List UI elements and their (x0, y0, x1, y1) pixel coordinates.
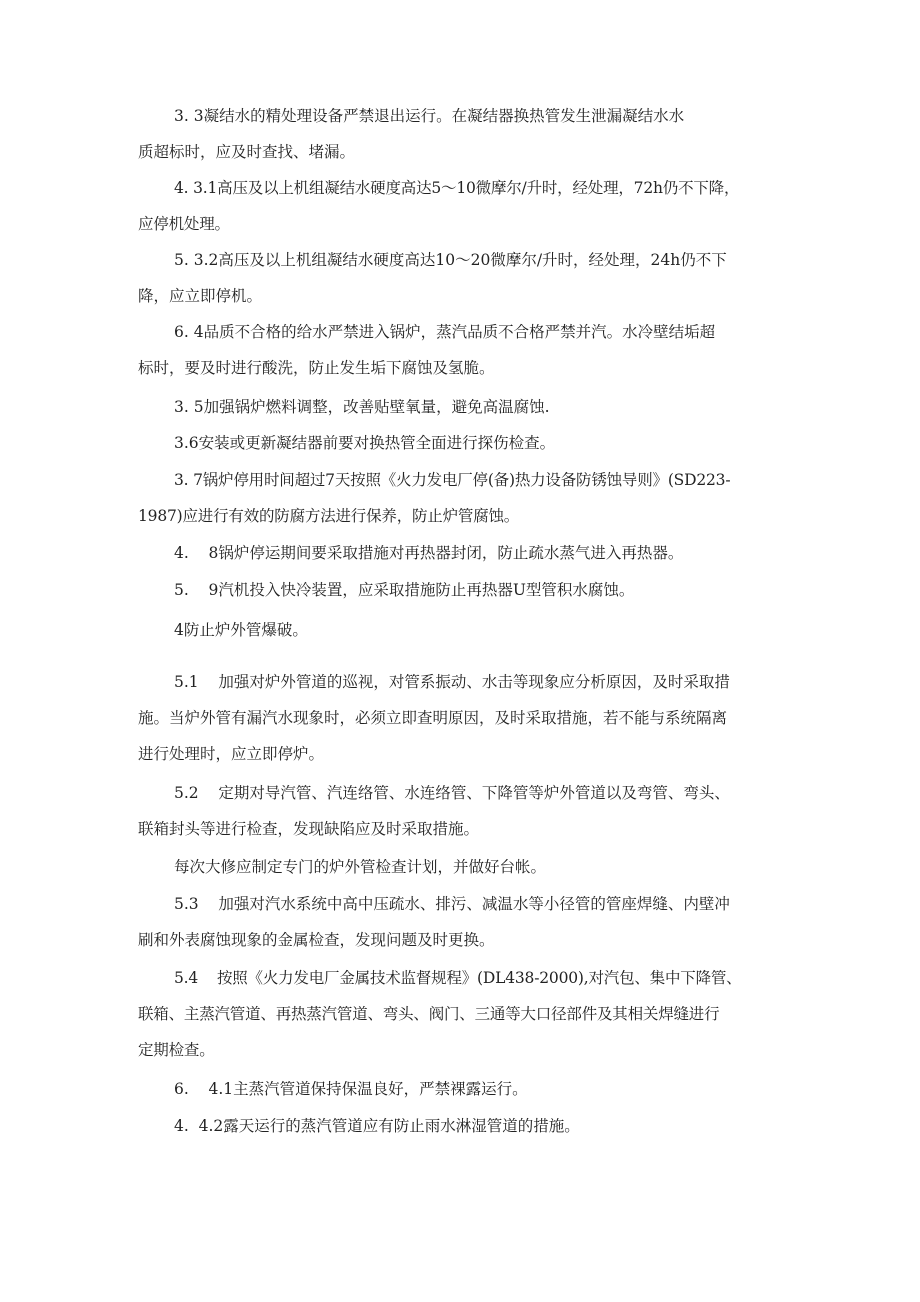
text-line: 5. 3.2高压及以上机组凝结水硬度高达10～20微摩尔/升时，经处理，24h仍不下 (174, 251, 727, 269)
text-line: 4. 4.2露天运行的蒸汽管道应有防止雨水淋湿管道的措施。 (174, 1117, 580, 1135)
text-line: 每次大修应制定专门的炉外管检查计划，并做好台帐。 (174, 858, 547, 876)
text-line: 3. 3凝结水的精处理设备严禁退出运行。在凝结器换热管发生泄漏凝结水水 (174, 107, 685, 125)
paragraph-5-4 (138, 960, 786, 1068)
text-line: 应停机处理。 (138, 215, 230, 233)
text-line: 降，应立即停机。 (138, 287, 263, 305)
paragraph-overhaul-plan (138, 849, 786, 885)
text-line: 3. 5加强锅炉燃料调整，改善贴壁氧量，避免高温腐蚀. (174, 398, 550, 416)
paragraph-3-8 (138, 535, 786, 571)
text-line: 6. 4品质不合格的给水严禁进入锅炉，蒸汽品质不合格严禁并汽。水冷壁结垢超 (174, 323, 716, 341)
text-line: 质超标时，应及时查找、堵漏。 (138, 143, 356, 161)
paragraph-3-7 (138, 462, 786, 534)
section-heading-4 (138, 612, 786, 648)
paragraph-4-2 (138, 1108, 786, 1144)
paragraph-5-1 (138, 664, 786, 772)
paragraph-3-9 (138, 572, 786, 608)
text-line: 5. 9汽机投入快冷装置，应采取措施防止再热器U型管积水腐蚀。 (174, 581, 635, 599)
paragraph-4-1 (138, 1071, 786, 1107)
text-line: 联箱封头等进行检查，发现缺陷应及时采取措施。 (138, 820, 480, 838)
text-line: 1987)应进行有效的防腐方法进行保养，防止炉管腐蚀。 (138, 507, 520, 525)
text-line: 5.4 按照《火力发电厂金属技术监督规程》(DL438-2000),对汽包、集中下降管、 (174, 969, 742, 987)
text-line: 5.3 加强对汽水系统中高中压疏水、排污、减温水等小径管的管座焊缝、内壁冲 (174, 895, 730, 913)
text-line: 3. 7锅炉停用时间超过7天按照《火力发电厂停(备)热力设备防锈蚀导则》(SD223- (174, 471, 731, 489)
paragraph-3-4 (138, 314, 786, 386)
text-line: 4. 8锅炉停运期间要采取措施对再热器封闭，防止疏水蒸气进入再热器。 (174, 544, 684, 562)
paragraph-3-5 (138, 389, 786, 425)
text-line: 3.6安装或更新凝结器前要对换热管全面进行探伤检查。 (174, 434, 556, 452)
text-line: 6. 4.1主蒸汽管道保持保温良好，严禁裸露运行。 (174, 1080, 528, 1098)
text-line: 5.2 定期对导汽管、汽连络管、水连络管、下降管等炉外管道以及弯管、弯头、 (174, 784, 730, 802)
text-line: 5.1 加强对炉外管道的巡视，对管系振动、水击等现象应分析原因，及时采取措 (174, 673, 730, 691)
paragraph-5-2 (138, 775, 786, 847)
text-line: 标时，要及时进行酸洗，防止发生垢下腐蚀及氢脆。 (138, 359, 495, 377)
text-line: 4. 3.1高压及以上机组凝结水硬度高达5～10微摩尔/升时，经处理，72h仍不下降， (174, 179, 740, 197)
paragraph-3-3-1 (138, 170, 786, 242)
section-heading: 4防止炉外管爆破。 (174, 621, 308, 639)
paragraph-3-3-2 (138, 242, 786, 314)
text-line: 施。当炉外管有漏汽水现象时，必须立即查明原因，及时采取措施，若不能与系统隔离 (138, 709, 728, 727)
text-line: 定期检查。 (138, 1041, 215, 1059)
text-line: 联箱、主蒸汽管道、再热蒸汽管道、弯头、阀门、三通等大口径部件及其相关焊缝进行 (138, 1005, 720, 1023)
paragraph-3-3 (138, 98, 786, 170)
text-line: 刷和外表腐蚀现象的金属检查，发现问题及时更换。 (138, 931, 495, 949)
paragraph-3-6 (138, 425, 786, 461)
paragraph-5-3 (138, 886, 786, 958)
text-line: 进行处理时，应立即停炉。 (138, 745, 325, 763)
